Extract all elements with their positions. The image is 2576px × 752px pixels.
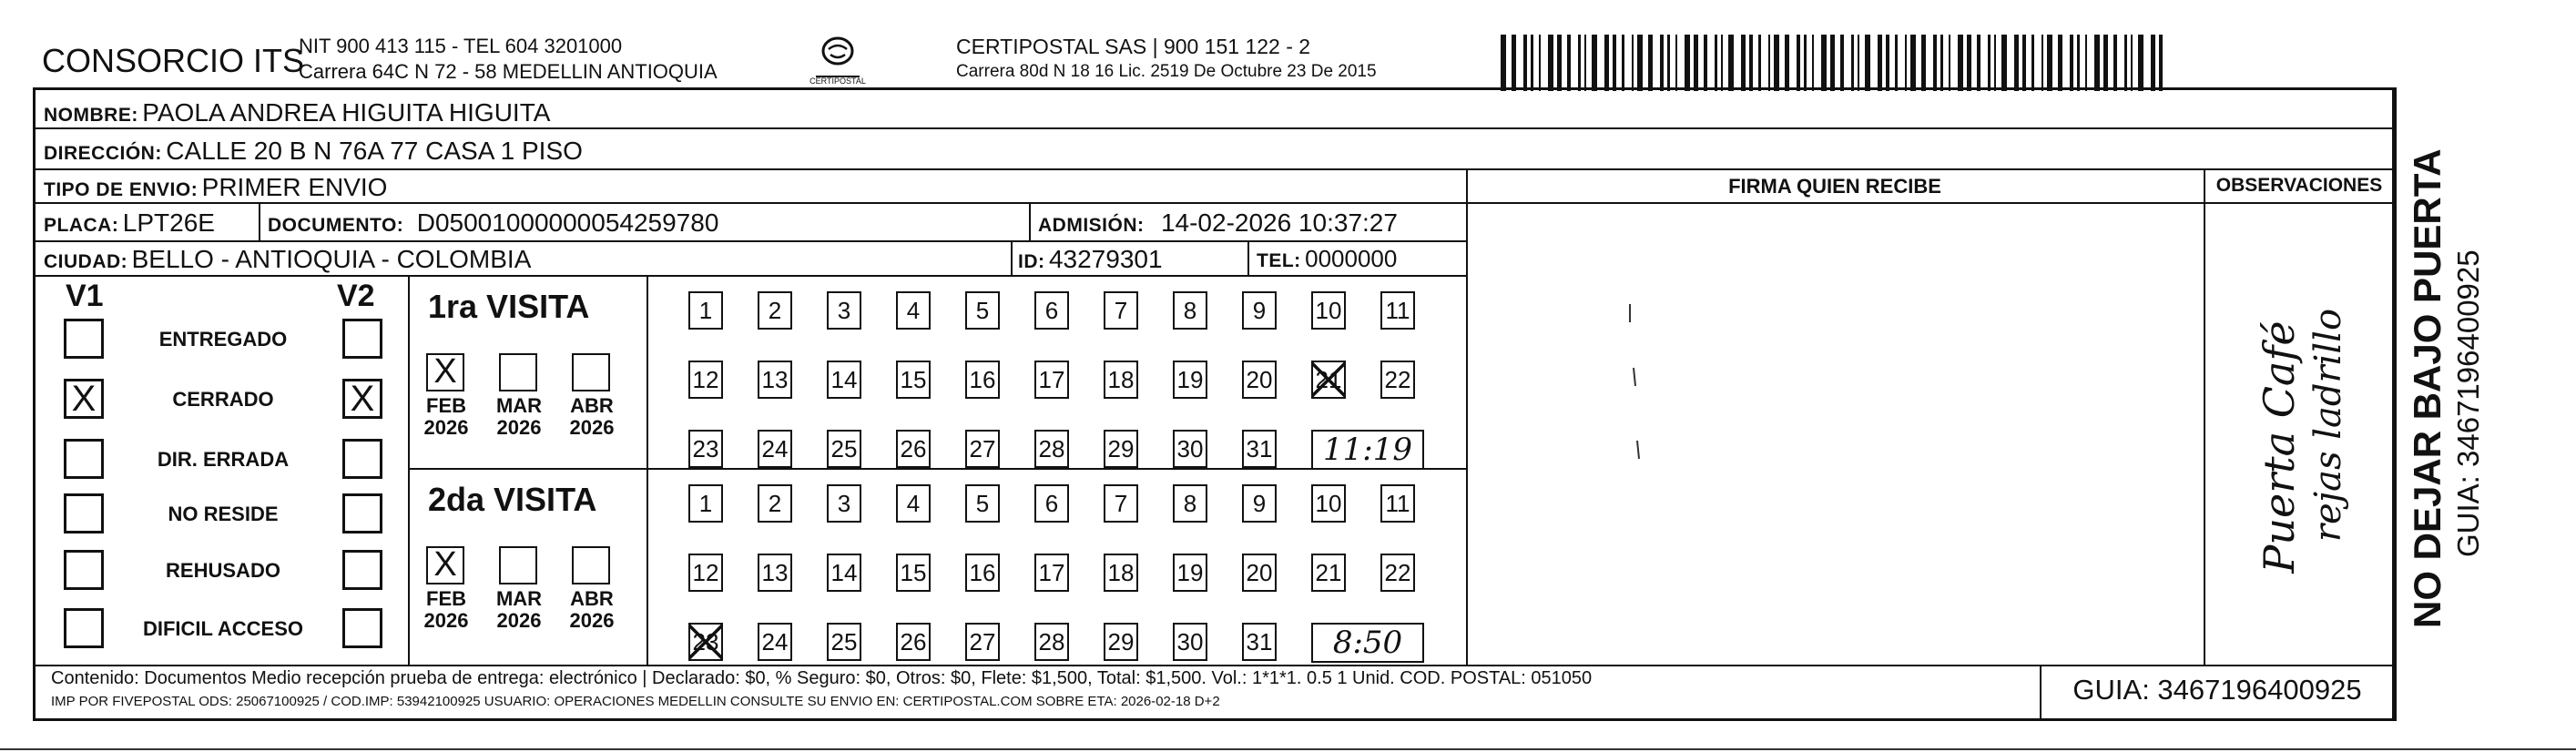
footer-content: Contenido: Documentos Medio recepción prueba de entrega: electrónico | Declarado: $0, % Seguro: $0, Otros: $0, Flete: $1,500, Total: $1,500. Vol.: 1*1*1. 0.5 1 Unid. COD. POSTAL: 051050 bbox=[51, 668, 1593, 688]
day-box[interactable]: 12 bbox=[688, 361, 723, 399]
month-label bbox=[565, 588, 619, 632]
document-label: DOCUMENTO: bbox=[268, 215, 404, 236]
barcode-bar bbox=[1694, 35, 1698, 91]
company-address: Carrera 64C N 72 - 58 MEDELLIN ANTIOQUIA bbox=[299, 60, 718, 83]
day-box[interactable]: 24 bbox=[758, 430, 792, 468]
barcode-bar bbox=[1967, 35, 1971, 91]
day-box[interactable]: 17 bbox=[1034, 361, 1069, 399]
barcode-bar bbox=[2014, 35, 2019, 91]
barcode-bar bbox=[1741, 35, 1746, 91]
month-label bbox=[492, 395, 546, 439]
barcode-bar bbox=[1804, 35, 1807, 91]
day-box[interactable]: 2 bbox=[758, 484, 792, 523]
barcode-bar bbox=[2001, 35, 2007, 91]
barcode-bar bbox=[1958, 35, 1963, 91]
status-v2-checkbox[interactable] bbox=[342, 550, 382, 590]
admission-field bbox=[1038, 208, 1398, 238]
document-value: D05001000000054259780 bbox=[416, 208, 719, 237]
footer-print-line: IMP POR FIVEPOSTAL ODS: 25067100925 / COD.IMP: 53942100925 USUARIO: OPERACIONES MEDELLIN CONSULTE SU ENVIO EN: CERTIPOSTAL.COM SOBRE ETA: 2026-02-18 D+2 bbox=[51, 694, 1220, 709]
barcode-bar bbox=[1584, 35, 1586, 91]
barcode-bar bbox=[1501, 35, 1506, 91]
name-label: NOMBRE: bbox=[44, 105, 138, 126]
day-box[interactable]: 19 bbox=[1173, 361, 1207, 399]
address-field bbox=[44, 137, 583, 166]
month-name: ABR bbox=[570, 394, 614, 417]
day-box[interactable]: 28 bbox=[1034, 430, 1069, 468]
shipment-type-value: PRIMER ENVIO bbox=[201, 173, 388, 201]
day-box[interactable]: 12 bbox=[688, 554, 723, 592]
month-year: 2026 bbox=[423, 609, 469, 632]
day-box[interactable]: 11 bbox=[1380, 484, 1415, 523]
observation-handwriting-2: rejas ladrillo bbox=[2307, 308, 2349, 543]
id-value: 43279301 bbox=[1048, 245, 1163, 273]
day-box[interactable]: 20 bbox=[1242, 554, 1277, 592]
day-box[interactable]: 8 bbox=[1173, 484, 1207, 523]
barcode-bar bbox=[1749, 35, 1753, 91]
month-label bbox=[419, 588, 473, 632]
barcode-bar bbox=[1632, 35, 1634, 91]
month-year: 2026 bbox=[496, 416, 542, 439]
barcode-bar bbox=[1531, 35, 1533, 91]
barcode-bar bbox=[1921, 35, 1926, 91]
day-box[interactable]: 14 bbox=[827, 554, 861, 592]
status-v1-checkbox[interactable] bbox=[64, 319, 104, 359]
day-box[interactable]: 26 bbox=[896, 623, 931, 661]
status-v2-checkbox[interactable] bbox=[342, 608, 382, 648]
day-box[interactable]: 18 bbox=[1104, 361, 1138, 399]
barcode-bar bbox=[1592, 35, 1597, 91]
tel-label: TEL: bbox=[1257, 250, 1301, 271]
day-box[interactable]: 10 bbox=[1311, 484, 1346, 523]
day-box[interactable]: 17 bbox=[1034, 554, 1069, 592]
status-v1-checkbox[interactable] bbox=[64, 608, 104, 648]
carrier-license: Carrera 80d N 18 16 Lic. 2519 De Octubre 23 De 2015 bbox=[956, 62, 1377, 81]
status-v1-checkbox[interactable] bbox=[64, 550, 104, 590]
day-box[interactable]: 3 bbox=[827, 291, 861, 330]
day-box[interactable]: 10 bbox=[1311, 291, 1346, 330]
barcode-bar bbox=[2031, 35, 2034, 91]
day-box[interactable]: 8 bbox=[1173, 291, 1207, 330]
day-box[interactable]: 7 bbox=[1104, 291, 1138, 330]
id-label: ID: bbox=[1018, 251, 1045, 272]
v2-header: V2 bbox=[337, 279, 375, 313]
month-checkbox[interactable]: X bbox=[426, 353, 464, 391]
status-label: REHUSADO bbox=[166, 559, 280, 582]
barcode-bar bbox=[1797, 35, 1800, 91]
signature-column-title: FIRMA QUIEN RECIBE bbox=[1728, 175, 1941, 198]
barcode-bar bbox=[2113, 35, 2117, 91]
barcode-bar bbox=[2058, 35, 2062, 91]
day-box[interactable]: 9 bbox=[1242, 484, 1277, 523]
month-name: FEB bbox=[426, 394, 466, 417]
month-checkbox[interactable] bbox=[572, 353, 610, 391]
barcode-bar bbox=[2103, 35, 2108, 91]
barcode-bar bbox=[1675, 35, 1677, 91]
month-label bbox=[419, 395, 473, 439]
barcode-bar bbox=[1523, 35, 1527, 91]
v1-header: V1 bbox=[66, 279, 104, 313]
admission-label: ADMISIÓN: bbox=[1038, 215, 1145, 236]
barcode bbox=[1501, 0, 2174, 100]
day-box[interactable]: 4 bbox=[896, 484, 931, 523]
day-box[interactable]: 4 bbox=[896, 291, 931, 330]
visit-time[interactable]: 8:50 bbox=[1311, 623, 1424, 663]
barcode-bar bbox=[2124, 35, 2127, 91]
status-v2-checkbox[interactable] bbox=[342, 439, 382, 479]
barcode-bar bbox=[1858, 35, 1859, 91]
month-checkbox[interactable] bbox=[499, 546, 537, 584]
day-box[interactable]: 14 bbox=[827, 361, 861, 399]
visit-title: 2da VISITA bbox=[428, 481, 597, 518]
city-label: CIUDAD: bbox=[44, 251, 128, 272]
day-box[interactable]: 25 bbox=[827, 430, 861, 468]
day-box[interactable]: 3 bbox=[827, 484, 861, 523]
status-v1-checkbox[interactable] bbox=[64, 493, 104, 534]
day-box[interactable]: 28 bbox=[1034, 623, 1069, 661]
day-box[interactable]: 16 bbox=[965, 361, 1000, 399]
day-box[interactable]: 11 bbox=[1380, 291, 1415, 330]
barcode-bar bbox=[1721, 35, 1723, 91]
plate-label: PLACA: bbox=[44, 215, 119, 236]
signature-area[interactable] bbox=[1468, 204, 2202, 663]
status-v2-checkbox[interactable] bbox=[342, 493, 382, 534]
address-label: DIRECCIÓN: bbox=[44, 143, 162, 164]
barcode-bar bbox=[1604, 35, 1609, 91]
barcode-bar bbox=[1949, 35, 1950, 91]
day-box[interactable]: 15 bbox=[896, 554, 931, 592]
month-label bbox=[492, 588, 546, 632]
status-label: DIR. ERRADA bbox=[157, 448, 290, 471]
city-value: BELLO - ANTIOQUIA - COLOMBIA bbox=[131, 245, 532, 273]
barcode-bar bbox=[2022, 35, 2026, 91]
barcode-bar bbox=[1830, 35, 1835, 91]
carrier-line: CERTIPOSTAL SAS | 900 151 122 - 2 bbox=[956, 35, 1311, 58]
status-label: DIFICIL ACCESO bbox=[142, 617, 303, 640]
barcode-bar bbox=[2151, 35, 2155, 91]
city-field bbox=[44, 245, 531, 274]
barcode-bar bbox=[1578, 35, 1581, 91]
barcode-bar bbox=[1812, 35, 1814, 91]
barcode-bar bbox=[1988, 35, 1991, 91]
day-box[interactable]: 1 bbox=[688, 291, 723, 330]
day-box[interactable]: 26 bbox=[896, 430, 931, 468]
barcode-bar bbox=[1840, 35, 1844, 91]
barcode-bar bbox=[1865, 35, 1870, 91]
barcode-bar bbox=[1512, 35, 1516, 91]
day-box[interactable]: 27 bbox=[965, 430, 1000, 468]
side-guia-text: GUIA: 3467196400925 bbox=[2451, 249, 2485, 557]
barcode-bar bbox=[1895, 35, 1898, 91]
barcode-bar bbox=[2159, 35, 2163, 91]
month-year: 2026 bbox=[423, 416, 469, 439]
day-box[interactable]: 29 bbox=[1104, 430, 1138, 468]
barcode-bar bbox=[1785, 35, 1789, 91]
day-box[interactable]: 6 bbox=[1034, 291, 1069, 330]
side-warning bbox=[2406, 118, 2449, 628]
barcode-bar bbox=[2070, 35, 2073, 91]
month-checkbox[interactable] bbox=[572, 546, 610, 584]
barcode-bar bbox=[1851, 35, 1854, 91]
day-box[interactable]: 5 bbox=[965, 291, 1000, 330]
barcode-bar bbox=[1905, 35, 1907, 91]
day-box[interactable]: 31 bbox=[1242, 623, 1277, 661]
status-v2-checkbox[interactable] bbox=[342, 319, 382, 359]
barcode-bar bbox=[2131, 35, 2133, 91]
barcode-bar bbox=[1774, 35, 1779, 91]
name-value: PAOLA ANDREA HIGUITA HIGUITA bbox=[142, 98, 551, 127]
day-box[interactable]: 20 bbox=[1242, 361, 1277, 399]
barcode-bar bbox=[1557, 35, 1562, 91]
barcode-bar bbox=[1977, 35, 1980, 91]
month-year: 2026 bbox=[569, 416, 615, 439]
day-box[interactable]: 13 bbox=[758, 554, 792, 592]
barcode-bar bbox=[2077, 35, 2080, 91]
day-box[interactable]: 25 bbox=[827, 623, 861, 661]
month-year: 2026 bbox=[569, 609, 615, 632]
plate-field bbox=[44, 208, 215, 238]
status-v1-checkbox[interactable] bbox=[64, 439, 104, 479]
status-label: ENTREGADO bbox=[158, 328, 288, 351]
barcode-bar bbox=[1886, 35, 1889, 91]
barcode-bar bbox=[1910, 35, 1916, 91]
status-v1-checkbox[interactable]: X bbox=[64, 379, 104, 419]
day-box[interactable]: 30 bbox=[1173, 430, 1207, 468]
barcode-bar bbox=[1539, 35, 1541, 91]
barcode-bar bbox=[2041, 35, 2043, 91]
barcode-bar bbox=[2138, 35, 2143, 91]
barcode-bar bbox=[1648, 35, 1653, 91]
admission-value: 14-02-2026 10:37:27 bbox=[1160, 208, 1398, 237]
plate-value: LPT26E bbox=[122, 208, 215, 237]
barcode-bar bbox=[2047, 35, 2052, 91]
barcode-bar bbox=[1715, 35, 1717, 91]
tel-field bbox=[1257, 245, 1397, 273]
month-name: FEB bbox=[426, 587, 466, 610]
day-box[interactable]: 5 bbox=[965, 484, 1000, 523]
month-year: 2026 bbox=[496, 609, 542, 632]
day-box[interactable]: 23 bbox=[688, 623, 723, 661]
day-box[interactable]: 21 bbox=[1311, 361, 1346, 399]
observations-column-title: OBSERVACIONES bbox=[2215, 175, 2383, 196]
barcode-bar bbox=[1878, 35, 1882, 91]
visit-title: 1ra VISITA bbox=[428, 288, 590, 325]
barcode-bar bbox=[1940, 35, 1943, 91]
barcode-bar bbox=[1667, 35, 1670, 91]
day-box[interactable]: 27 bbox=[965, 623, 1000, 661]
address-value: CALLE 20 B N 76A 77 CASA 1 PISO bbox=[166, 137, 583, 165]
observations-area[interactable] bbox=[2205, 204, 2393, 663]
day-box[interactable]: 22 bbox=[1380, 361, 1415, 399]
day-box[interactable]: 1 bbox=[688, 484, 723, 523]
status-label: NO RESIDE bbox=[168, 503, 279, 525]
document-field bbox=[268, 208, 718, 238]
barcode-bar bbox=[1768, 35, 1770, 91]
day-box[interactable]: 2 bbox=[758, 291, 792, 330]
month-label bbox=[565, 395, 619, 439]
shipment-type-field bbox=[44, 173, 387, 202]
day-box[interactable]: 7 bbox=[1104, 484, 1138, 523]
id-field bbox=[1018, 245, 1163, 274]
side-guia bbox=[2451, 157, 2486, 557]
visit-time[interactable]: 11:19 bbox=[1311, 430, 1424, 470]
day-box[interactable]: 29 bbox=[1104, 623, 1138, 661]
name-field bbox=[44, 98, 550, 127]
day-box[interactable]: 22 bbox=[1380, 554, 1415, 592]
barcode-bar bbox=[1728, 35, 1734, 91]
day-box[interactable]: 23 bbox=[688, 430, 723, 468]
day-box[interactable]: 19 bbox=[1173, 554, 1207, 592]
barcode-bar bbox=[1994, 35, 1996, 91]
barcode-bar bbox=[1933, 35, 1937, 91]
barcode-bar bbox=[1685, 35, 1690, 91]
certipostal-logo-text: CERTIPOSTAL bbox=[809, 76, 866, 86]
shipment-type-label: TIPO DE ENVIO: bbox=[44, 179, 199, 200]
tel-value: 0000000 bbox=[1305, 245, 1398, 272]
barcode-bar bbox=[2085, 35, 2087, 91]
month-checkbox[interactable] bbox=[499, 353, 537, 391]
barcode-bar bbox=[1821, 35, 1827, 91]
barcode-bar bbox=[1637, 35, 1643, 91]
observation-handwriting-1: Puerta Café bbox=[2255, 320, 2304, 574]
day-box[interactable]: 31 bbox=[1242, 430, 1277, 468]
day-box[interactable]: 13 bbox=[758, 361, 792, 399]
month-checkbox[interactable]: X bbox=[426, 546, 464, 584]
barcode-bar bbox=[1660, 35, 1664, 91]
footer-guia: GUIA: 3467196400925 bbox=[2072, 674, 2362, 706]
month-name: MAR bbox=[495, 394, 543, 417]
barcode-bar bbox=[1622, 35, 1624, 91]
month-name: ABR bbox=[570, 587, 614, 610]
day-box[interactable]: 18 bbox=[1104, 554, 1138, 592]
barcode-bar bbox=[1567, 35, 1571, 91]
barcode-bar bbox=[1704, 35, 1707, 91]
day-box[interactable]: 21 bbox=[1311, 554, 1346, 592]
status-label: CERRADO bbox=[172, 388, 274, 411]
month-name: MAR bbox=[495, 587, 543, 610]
company-name: CONSORCIO ITS bbox=[42, 42, 305, 79]
barcode-bar bbox=[2094, 35, 2100, 91]
day-box[interactable]: 15 bbox=[896, 361, 931, 399]
day-box[interactable]: 24 bbox=[758, 623, 792, 661]
day-box[interactable]: 6 bbox=[1034, 484, 1069, 523]
day-box[interactable]: 16 bbox=[965, 554, 1000, 592]
barcode-bar bbox=[1758, 35, 1761, 91]
side-warning-text: NO DEJAR BAJO PUERTA bbox=[2406, 148, 2449, 628]
barcode-bar bbox=[1548, 35, 1553, 91]
day-box[interactable]: 9 bbox=[1242, 291, 1277, 330]
status-v2-checkbox[interactable]: X bbox=[342, 379, 382, 419]
day-box[interactable]: 30 bbox=[1173, 623, 1207, 661]
barcode-bar bbox=[1613, 35, 1616, 91]
company-nit: NIT 900 413 115 - TEL 604 3201000 bbox=[299, 35, 623, 57]
